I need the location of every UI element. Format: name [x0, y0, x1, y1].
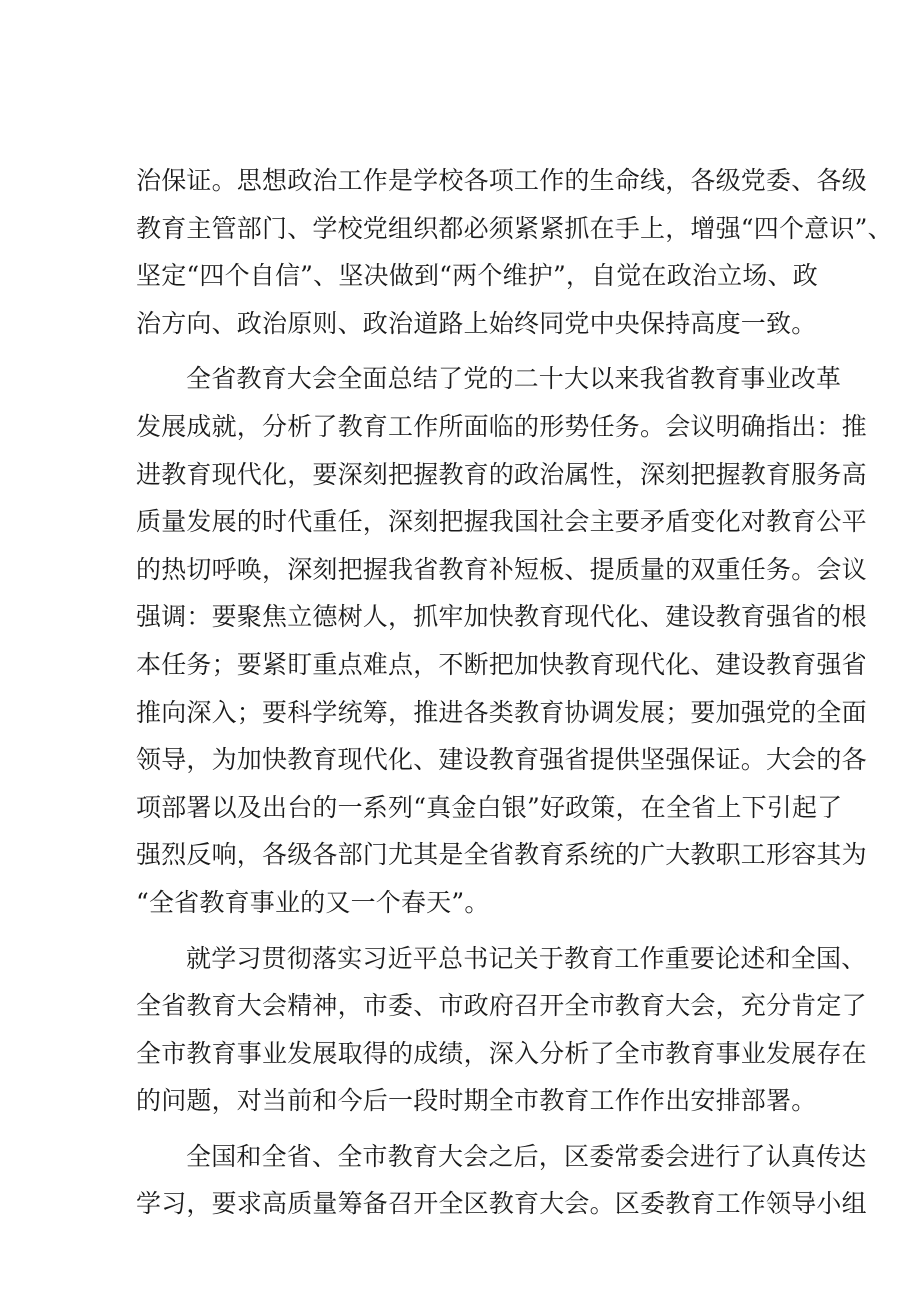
- paragraph-line: 的问题，对当前和今后一段时期全市教育工作作出安排部署。: [136, 1086, 817, 1116]
- paragraph-line: 全省教育大会精神，市委、市政府召开全市教育大会，充分肯定了: [136, 991, 867, 1021]
- paragraph-line: 全市教育事业发展取得的成绩，深入分析了全市教育事业发展存在: [136, 1038, 867, 1068]
- paragraph-line: 强调：要聚焦立德树人，抓牢加快教育现代化、建设教育强省的根: [136, 602, 867, 632]
- paragraph-line: 学习，要求高质量筹备召开全区教育大会。区委教育工作领导小组: [136, 1189, 867, 1219]
- paragraph-line: 质量发展的时代重任，深刻把握我国社会主要矛盾变化对教育公平: [136, 507, 867, 537]
- paragraph-line: 强烈反响，各级各部门尤其是全省教育系统的广大教职工形容其为: [136, 840, 867, 870]
- paragraph-line: 就学习贯彻落实习近平总书记关于教育工作重要论述和全国、: [186, 943, 867, 973]
- paragraph-line: 项部署以及出台的一系列“真金白银”好政策，在全省上下引起了: [136, 792, 843, 822]
- paragraph-line: 领导，为加快教育现代化、建设教育强省提供坚强保证。大会的各: [136, 745, 867, 775]
- paragraph-line: 发展成就，分析了教育工作所面临的形势任务。会议明确指出：推: [136, 411, 867, 441]
- paragraph-4: [136, 1133, 867, 1228]
- paragraph-1: [136, 157, 893, 347]
- document-body: [136, 157, 893, 1228]
- paragraph-line: “全省教育事业的又一个春天”。: [136, 887, 490, 917]
- paragraph-line: 全省教育大会全面总结了党的二十大以来我省教育事业改革: [186, 364, 842, 394]
- paragraph-line: 全国和全省、全市教育大会之后，区委常委会进行了认真传达: [186, 1141, 867, 1171]
- paragraph-line: 坚定“四个自信”、坚决做到“两个维护”，自觉在政治立场、政: [136, 261, 818, 291]
- paragraph-line: 本任务；要紧盯重点难点，不断把加快教育现代化、建设教育强省: [136, 649, 867, 679]
- paragraph-line: 治保证。思想政治工作是学校各项工作的生命线，各级党委、各级: [136, 166, 867, 195]
- paragraph-2: [136, 355, 867, 926]
- paragraph-line: 治方向、政治原则、政治道路上始终同党中央保持高度一致。: [136, 308, 817, 338]
- paragraph-line: 教育主管部门、学校党组织都必须紧紧抓在手上，增强“四个意识”、: [136, 213, 893, 243]
- paragraph-line: 的热切呼唤，深刻把握我省教育补短板、提质量的双重任务。会议: [136, 554, 867, 584]
- paragraph-line: 进教育现代化，要深刻把握教育的政治属性，深刻把握教育服务高: [136, 459, 867, 489]
- paragraph-line: 推向深入；要科学统筹，推进各类教育协调发展；要加强党的全面: [136, 697, 867, 727]
- paragraph-3: [136, 935, 867, 1125]
